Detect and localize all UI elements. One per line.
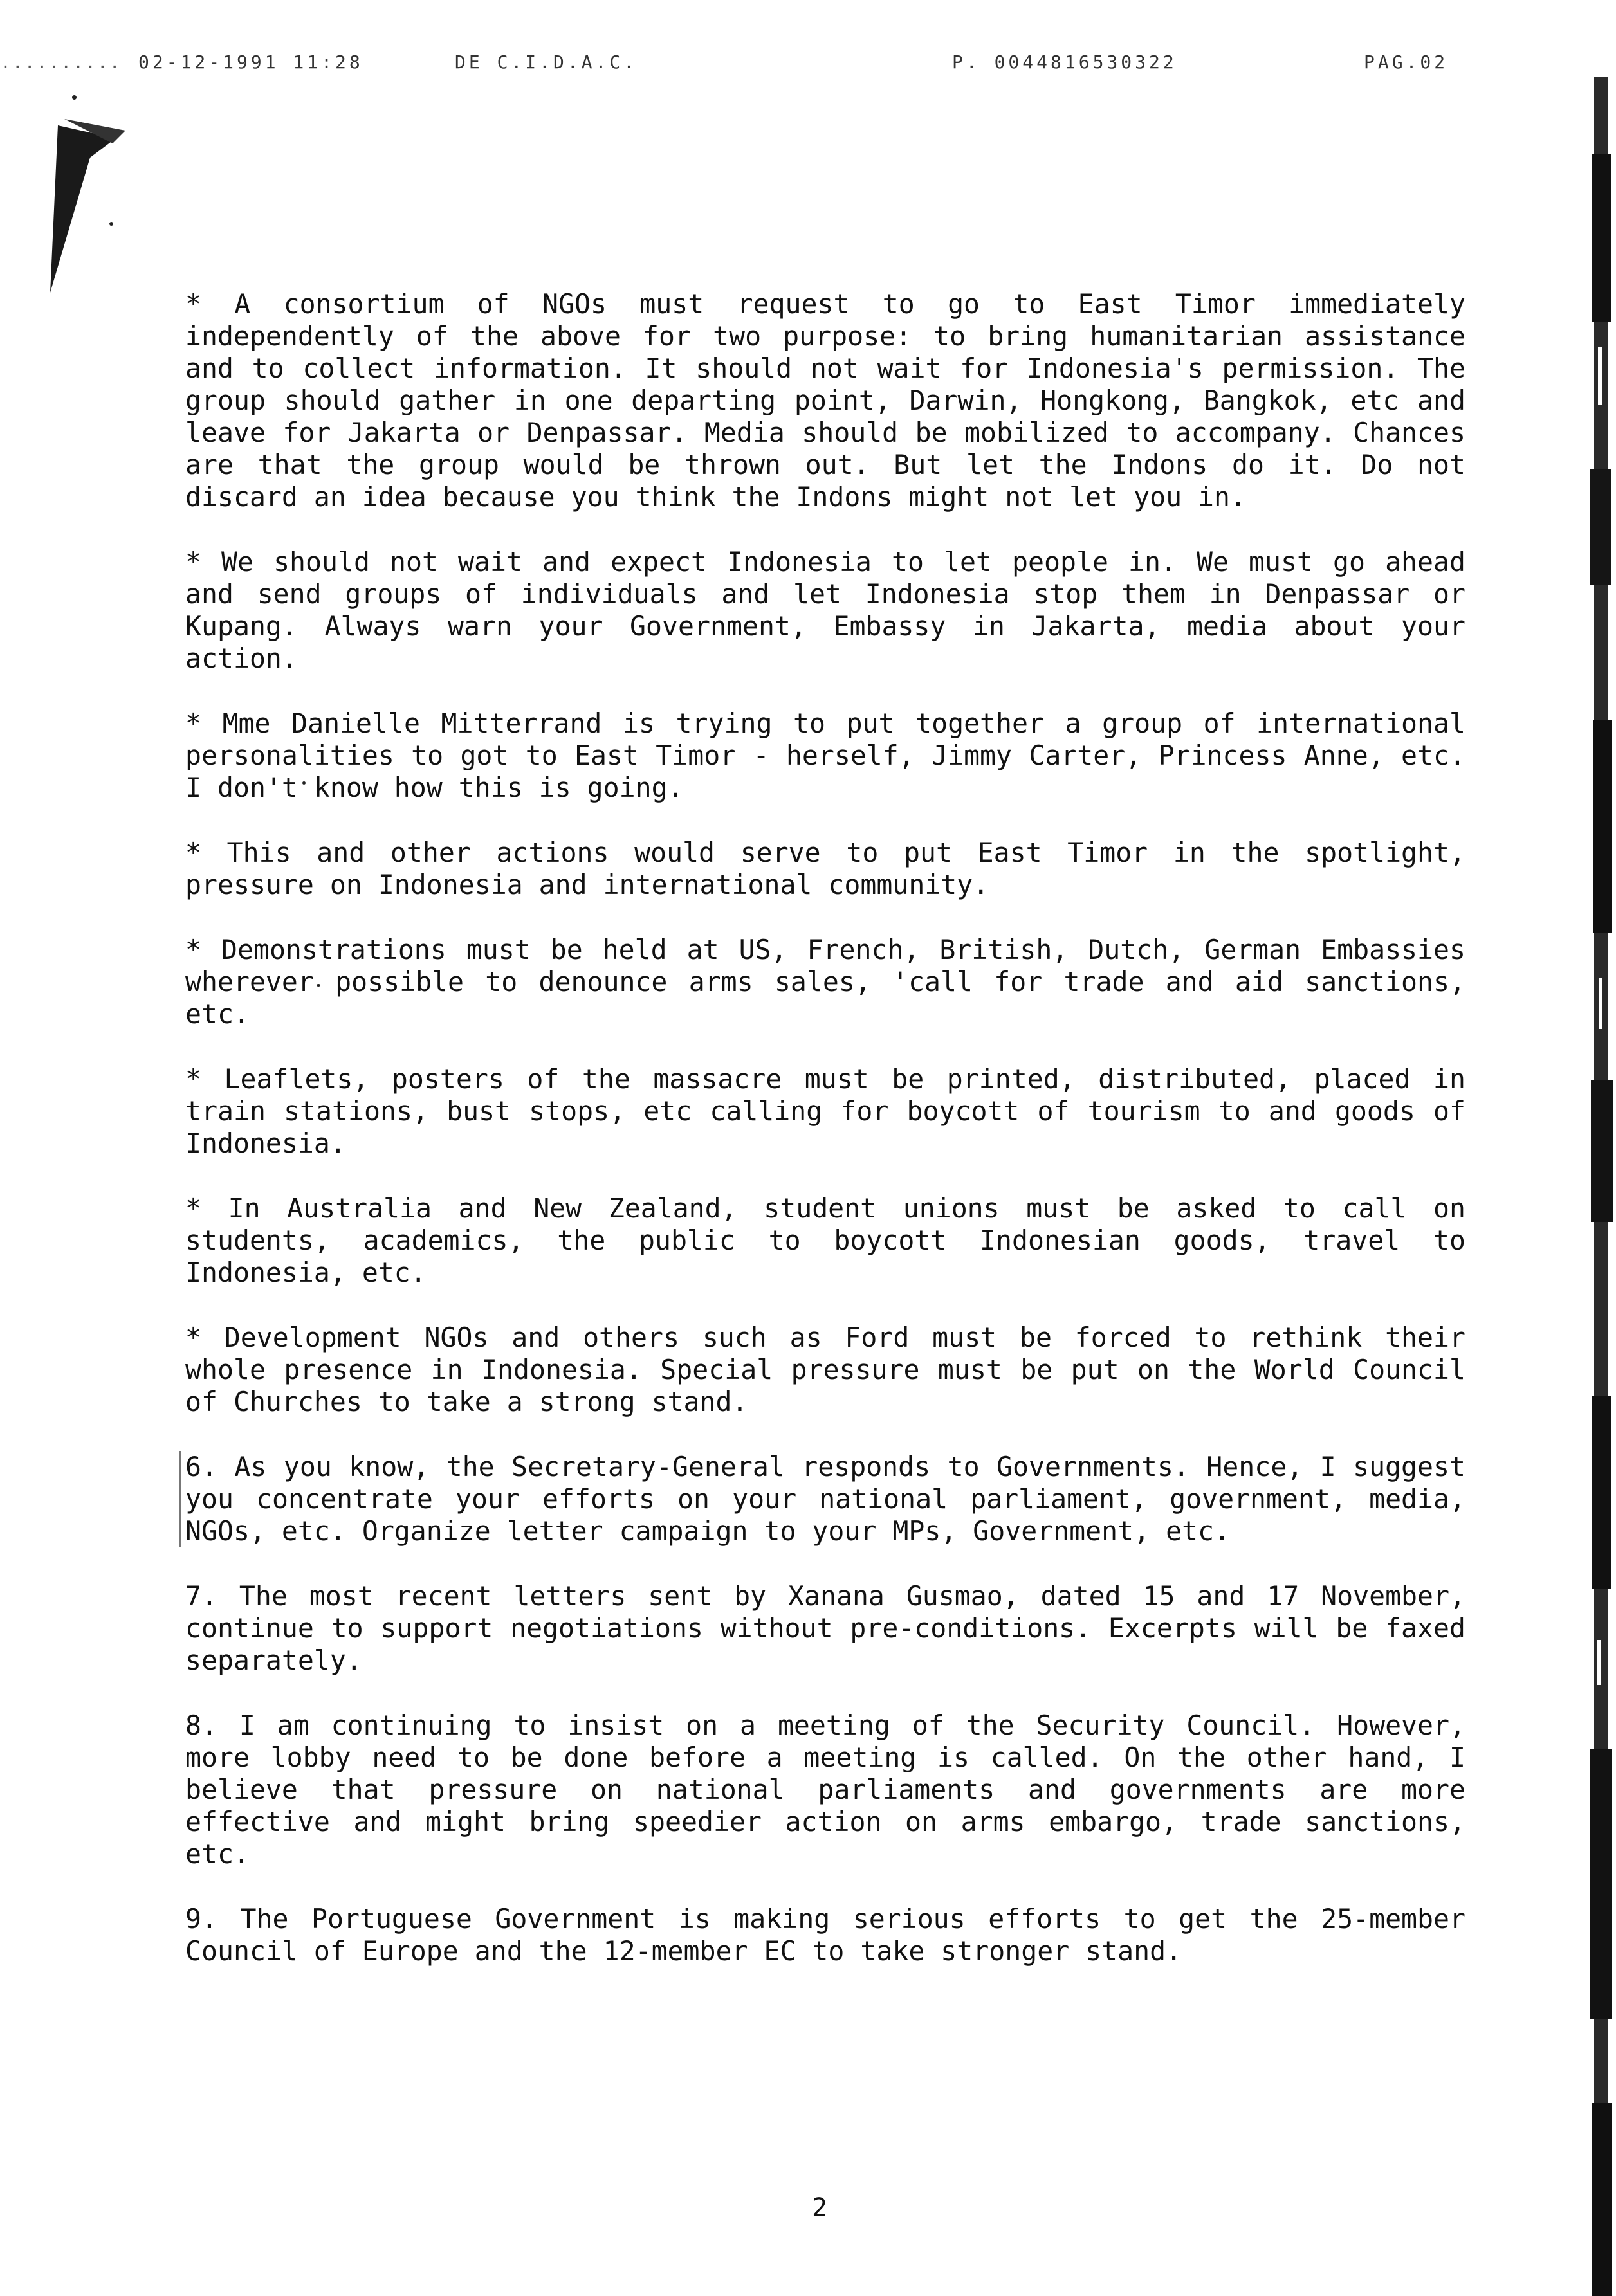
scan-speck xyxy=(72,95,77,100)
paragraph-mitterrand: * Mme Danielle Mitterrand is trying to put together a group of international personalities to got to East Timor - herself, Jimmy Carter, Princess Anne, etc. I don't know how this is going. xyxy=(185,707,1465,803)
paragraph-6-secretary-general: 6. As you know, the Secretary-General responds to Governments. Hence, I suggest you concentrate your efforts on your national parliament, government, media, NGOs, etc. Organize letter campaign to your MPs, Government, etc. xyxy=(179,1451,1465,1547)
paragraph-demonstrations: * Demonstrations must be held at US, French, British, Dutch, German Embassies wherever possible to denounce arms sales, 'call for trade and aid sanctions, etc. xyxy=(185,934,1465,1030)
paragraph-student-unions: * In Australia and New Zealand, student unions must be asked to call on students, academics, the public to boycott Indonesian goods, travel to Indonesia, etc. xyxy=(185,1192,1465,1288)
paragraph-development-ngos: * Development NGOs and others such as Ford must be forced to rethink their whole presence in Indonesia. Special pressure must be put on the World Council of Churches to take a strong stand. xyxy=(185,1322,1465,1417)
paragraph-ngo-consortium: * A consortium of NGOs must request to go to East Timor immediately independently of the above for two purpose: to bring humanitarian assistance and to collect information. It should not wait for Indonesia's permission. The group should gather in one departing point, Darwin, Hongkong, Bangkok, etc and leave for Jakarta or Denpassar. Media should be mobilized to accompany. Chances are that the group would be thrown out. But let the Indons do it. Do not discard an idea because you think the Indons might not let you in. xyxy=(185,288,1465,513)
paragraph-send-groups: * We should not wait and expect Indonesia to let people in. We must go ahead and send groups of individuals and let Indonesia stop them in Denpassar or Kupang. Always warn your Government, Embassy in Jakarta, media about your action. xyxy=(185,546,1465,674)
scan-artifact-wedge xyxy=(45,119,129,299)
paragraph-8-security-council: 8. I am continuing to insist on a meeting of the Security Council. However, more lobby need to be done before a meeting is called. On the other hand, I believe that pressure on national parliaments and governments are more effective and might bring speedier action on arms embargo, trade sanctions, etc. xyxy=(185,1709,1465,1870)
fax-page-label: PAG.02 xyxy=(1364,51,1449,73)
fax-header-dots: .......... xyxy=(0,51,122,73)
fax-datetime: 02-12-1991 11:28 xyxy=(138,51,363,73)
fax-sender: DE C.I.D.A.C. xyxy=(455,51,638,73)
fax-header xyxy=(0,51,1616,90)
page-number: 2 xyxy=(812,2193,828,2223)
paragraph-7-xanana-letters: 7. The most recent letters sent by Xanana Gusmao, dated 15 and 17 November, continue to support negotiations without pre-conditions. Excerpts will be faxed separately. xyxy=(185,1580,1465,1676)
fax-phone: P. 0044816530322 xyxy=(952,51,1177,73)
scan-speck xyxy=(109,222,113,226)
paragraph-9-portuguese-government: 9. The Portuguese Government is making serious efforts to get the 25-member Council of Europe and the 12-member EC to take stronger stand. xyxy=(185,1903,1465,1967)
paragraph-spotlight: * This and other actions would serve to put East Timor in the spotlight, pressure on Indonesia and international community. xyxy=(185,837,1465,900)
fax-body xyxy=(185,288,1465,1967)
paragraph-leaflets: * Leaflets, posters of the massacre must be printed, distributed, placed in train stations, bust stops, etc calling for boycott of tourism to and goods of Indonesia. xyxy=(185,1063,1465,1159)
scan-edge-strip xyxy=(1585,77,1616,2296)
